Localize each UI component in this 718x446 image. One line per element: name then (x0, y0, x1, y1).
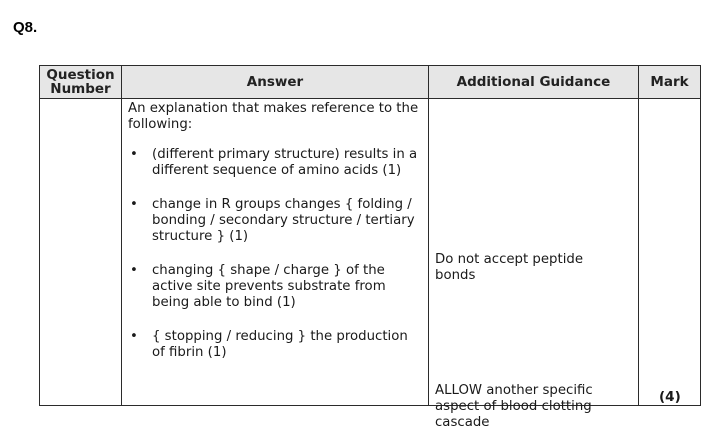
guidance-note: Do not accept peptide bonds (435, 252, 584, 283)
header-question-number: Question Number (40, 66, 122, 99)
answer-point (128, 329, 422, 361)
header-additional-guidance: Additional Guidance (429, 66, 639, 99)
question-label: Q8. (13, 19, 38, 36)
bullet-icon: • (130, 329, 138, 344)
answer-point-text: { stopping / reducing } the production of fibrin (1) (152, 329, 408, 360)
bullet-icon: • (130, 147, 138, 162)
bullet-icon: • (130, 263, 138, 278)
answer-point-text: (different primary structure) results in a different sequence of amino acids (1) (152, 147, 418, 178)
mark-cell (639, 99, 701, 406)
bullet-icon: • (130, 197, 138, 212)
answer-point (128, 147, 422, 179)
mark-scheme-table (39, 65, 701, 430)
header-answer: Answer (122, 66, 429, 99)
answer-point (128, 263, 422, 311)
answer-points (128, 147, 422, 361)
guidance-cell (429, 99, 639, 430)
answer-intro: An explanation that makes reference to the following: (128, 101, 419, 132)
guidance-note: ALLOW another specific aspect of blood clotting cascade (435, 383, 593, 430)
mark-value: (4) (659, 389, 681, 405)
header-row (40, 66, 701, 99)
answer-row (40, 99, 701, 406)
answer-point-text: change in R groups changes { folding / bonding / secondary structure / tertiary structure } (1) (152, 197, 415, 244)
answer-cell (122, 99, 429, 406)
question-number-cell (40, 99, 122, 406)
header-mark: Mark (639, 66, 701, 99)
answer-point (128, 197, 422, 245)
answer-point-text: changing { shape / charge } of the active site prevents substrate from being able to bind (1) (152, 263, 386, 310)
